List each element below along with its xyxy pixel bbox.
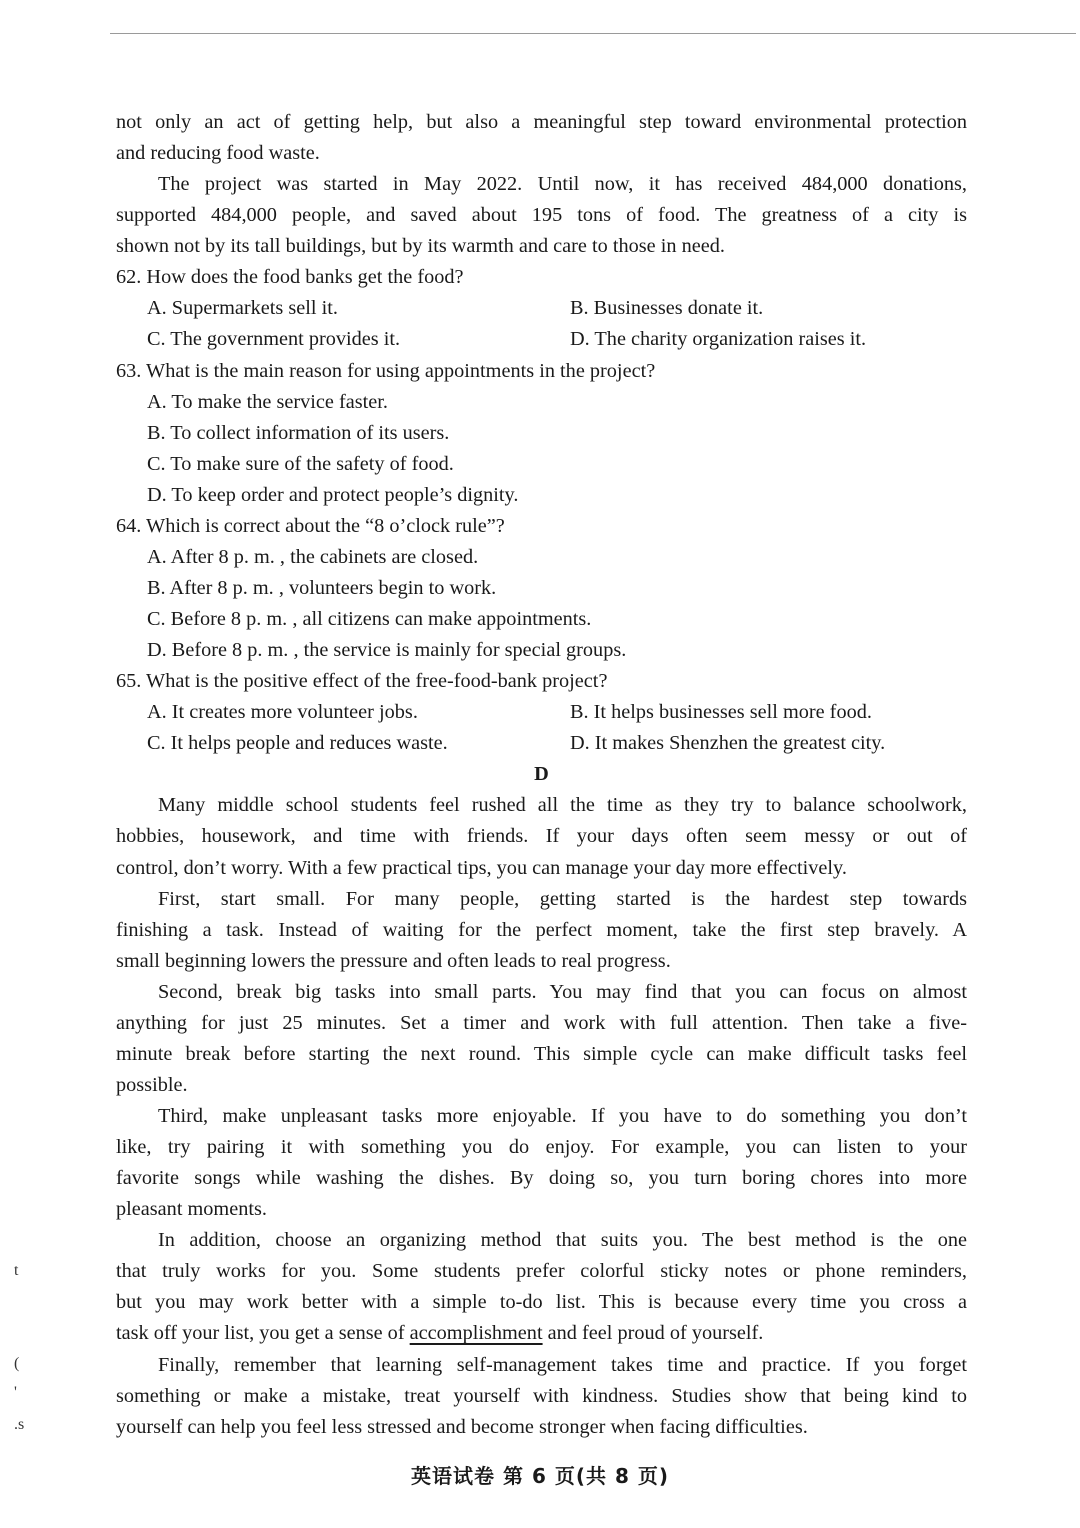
answer-option: A. To make the service faster. (147, 390, 388, 413)
answer-option: D. It makes Shenzhen the greatest city. (570, 732, 886, 755)
text-line: pleasant moments. (116, 1198, 267, 1221)
text-line: yourself can help you feel less stressed and become stronger when facing difficulties. (116, 1415, 808, 1438)
text-line: Second, break big tasks into small parts. You may find that you can focus on almost (158, 980, 967, 1003)
question (116, 666, 967, 759)
page-footer: 英语试卷 第 6 页(共 8 页) (411, 1464, 669, 1488)
answer-option: D. To keep order and protect people’s dignity. (147, 483, 519, 506)
answer-option: D. Before 8 p. m. , the service is mainly for special groups. (147, 639, 627, 662)
margin-mark: .s (14, 1416, 25, 1433)
text-segment: and feel proud of yourself. (542, 1322, 764, 1345)
answer-option: C. It helps people and reduces waste. (147, 732, 448, 755)
question-stem: 62. How does the food banks get the food? (116, 266, 464, 289)
answer-option: C. Before 8 p. m. , all citizens can make appointments. (147, 608, 592, 630)
paragraph (116, 169, 967, 262)
text-line: anything for just 25 minutes. Set a timer and work with full attention. Then take a five- (116, 1011, 967, 1034)
answer-option: C. The government provides it. (147, 328, 401, 351)
question (116, 262, 967, 355)
text-line: The project was started in May 2022. Until now, it has received 484,000 donations, (158, 173, 967, 196)
text-line: favorite songs while washing the dishes. By doing so, you turn boring chores into more (116, 1167, 967, 1190)
text-line: Finally, remember that learning self-management takes time and practice. If you forget (158, 1353, 967, 1376)
answer-option: B. It helps businesses sell more food. (570, 701, 872, 724)
header-rule (110, 33, 1076, 34)
margin-mark: t (14, 1262, 19, 1279)
text-line: like, try pairing it with something you do enjoy. For example, you can listen to your (116, 1136, 967, 1159)
text-line: hobbies, housework, and time with friends. If your days often seem messy or out of (116, 825, 967, 848)
paragraph (116, 1225, 967, 1349)
text-line: and reducing food waste. (116, 142, 320, 165)
paragraph (116, 1101, 967, 1225)
margin-mark: ( (14, 1355, 20, 1372)
text-line: something or make a mistake, treat yourself with kindness. Studies show that being kind to (116, 1384, 967, 1407)
text-line: In addition, choose an organizing method that suits you. The best method is the one (158, 1229, 967, 1252)
text-segment: task off your list, you get a sense of (116, 1322, 410, 1345)
paragraph (116, 977, 967, 1101)
text-line: possible. (116, 1073, 188, 1096)
answer-option: A. After 8 p. m. , the cabinets are closed. (147, 545, 479, 568)
page-content (116, 107, 967, 1443)
answer-option: A. Supermarkets sell it. (147, 297, 338, 320)
answer-option: B. After 8 p. m. , volunteers begin to work. (147, 576, 497, 599)
paragraph (116, 107, 967, 169)
option-row (116, 324, 967, 355)
question (116, 511, 967, 666)
section-heading: D (534, 763, 549, 786)
text-line: not only an act of getting help, but also a meaningful step toward environmental protection (116, 111, 967, 133)
text-line: small beginning lowers the pressure and often leads to real progress. (116, 949, 671, 972)
text-line: finishing a task. Instead of waiting for the perfect moment, take the first step bravely. A (116, 918, 967, 941)
option-row (116, 728, 967, 759)
answer-option: A. It creates more volunteer jobs. (147, 701, 418, 724)
answer-option: C. To make sure of the safety of food. (147, 452, 454, 475)
question-stem: 65. What is the positive effect of the free-food-bank project? (116, 670, 608, 693)
option-row (116, 697, 967, 728)
question (116, 356, 967, 511)
paragraph (116, 790, 967, 883)
text-line: that truly works for you. Some students prefer colorful sticky notes or phone reminders, (116, 1260, 967, 1283)
text-line: supported 484,000 people, and saved about 195 tons of food. The greatness of a city is (116, 204, 967, 227)
margin-mark: ' (14, 1384, 17, 1401)
paragraph (116, 884, 967, 977)
text-line: control, don’t worry. With a few practical tips, you can manage your day more effectively. (116, 856, 847, 879)
text-line: shown not by its tall buildings, but by its warmth and care to those in need. (116, 235, 725, 258)
text-line: minute break before starting the next round. This simple cycle can make difficult tasks feel (116, 1042, 967, 1065)
question-stem: 63. What is the main reason for using appointments in the project? (116, 359, 656, 382)
question-stem: 64. Which is correct about the “8 o’clock rule”? (116, 514, 505, 537)
underlined-word: accomplishment (409, 1322, 543, 1345)
answer-option: D. The charity organization raises it. (570, 328, 867, 351)
text-line: Many middle school students feel rushed all the time as they try to balance schoolwork, (158, 794, 967, 817)
answer-option: B. To collect information of its users. (147, 421, 450, 444)
paragraph (116, 1350, 967, 1443)
text-line: but you may work better with a simple to-do list. This is because every time you cross a (116, 1291, 967, 1314)
option-row (116, 293, 967, 324)
text-line (116, 1318, 967, 1349)
answer-option: B. Businesses donate it. (570, 297, 764, 320)
text-line: First, start small. For many people, getting started is the hardest step towards (158, 887, 967, 910)
text-line: Third, make unpleasant tasks more enjoyable. If you have to do something you don’t (158, 1105, 967, 1127)
